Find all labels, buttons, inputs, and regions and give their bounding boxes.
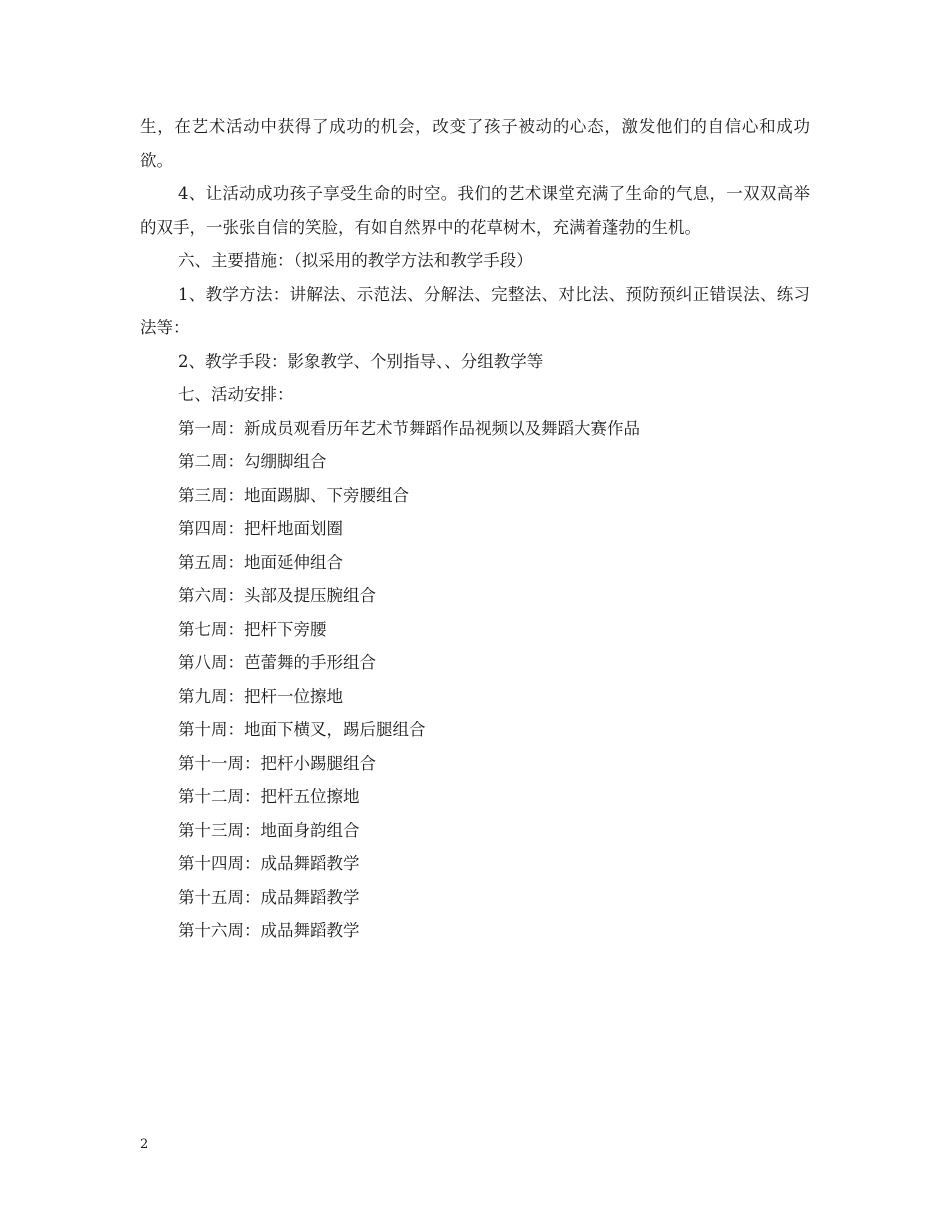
schedule-item: 第十一周：把杆小踢腿组合	[178, 753, 376, 773]
paragraph-group	[140, 110, 810, 412]
schedule-item: 第四周：把杆地面划圈	[178, 519, 343, 538]
schedule-item: 第十五周：成品舞蹈教学	[178, 887, 360, 907]
schedule-item: 第十周：地面下横叉，踢后腿组合	[178, 720, 426, 739]
schedule-item: 第一周：新成员观看历年艺术节舞蹈作品视频以及舞蹈大赛作品	[178, 418, 640, 438]
paragraph: 4、让活动成功孩子享受生命的时空。我们的艺术课堂充满了生命的气息，一双双高举的双手，一张张自信的笑脸，有如自然界中的花草树木，充满着蓬勃的生机。	[140, 184, 810, 237]
schedule-item: 第六周：头部及提压腕组合	[178, 586, 376, 605]
page-number: 2	[140, 1137, 149, 1152]
schedule-item: 第三周：地面踢脚、下旁腰组合	[178, 485, 409, 505]
schedule-item: 第七周：把杆下旁腰	[178, 619, 327, 639]
schedule-item: 第十六周：成品舞蹈教学	[178, 921, 360, 940]
schedule-item: 第九周：把杆一位擦地	[178, 686, 343, 706]
schedule-item: 第二周：勾绷脚组合	[178, 452, 327, 471]
schedule-item: 第十三周：地面身韵组合	[178, 820, 360, 840]
schedule-item: 第十四周：成品舞蹈教学	[178, 854, 360, 873]
schedule-item: 第五周：地面延伸组合	[178, 552, 343, 572]
activity-schedule-list	[140, 412, 810, 948]
paragraph: 六、主要措施：（拟采用的教学方法和教学手段）	[178, 251, 533, 270]
paragraph: 生，在艺术活动中获得了成功的机会，改变了孩子被动的心态，激发他们的自信心和成功欲。	[140, 117, 810, 170]
schedule-item: 第十二周：把杆五位擦地	[178, 787, 360, 806]
paragraph: 1、教学方法：讲解法、示范法、分解法、完整法、对比法、预防预纠正错误法、练习法等：	[140, 284, 810, 337]
page-body	[140, 110, 810, 948]
schedule-item: 第八周：芭蕾舞的手形组合	[178, 653, 376, 672]
paragraph: 七、活动安排：	[178, 385, 294, 404]
paragraph: 2、教学手段：影象教学、个别指导、、分组教学等	[178, 351, 544, 371]
